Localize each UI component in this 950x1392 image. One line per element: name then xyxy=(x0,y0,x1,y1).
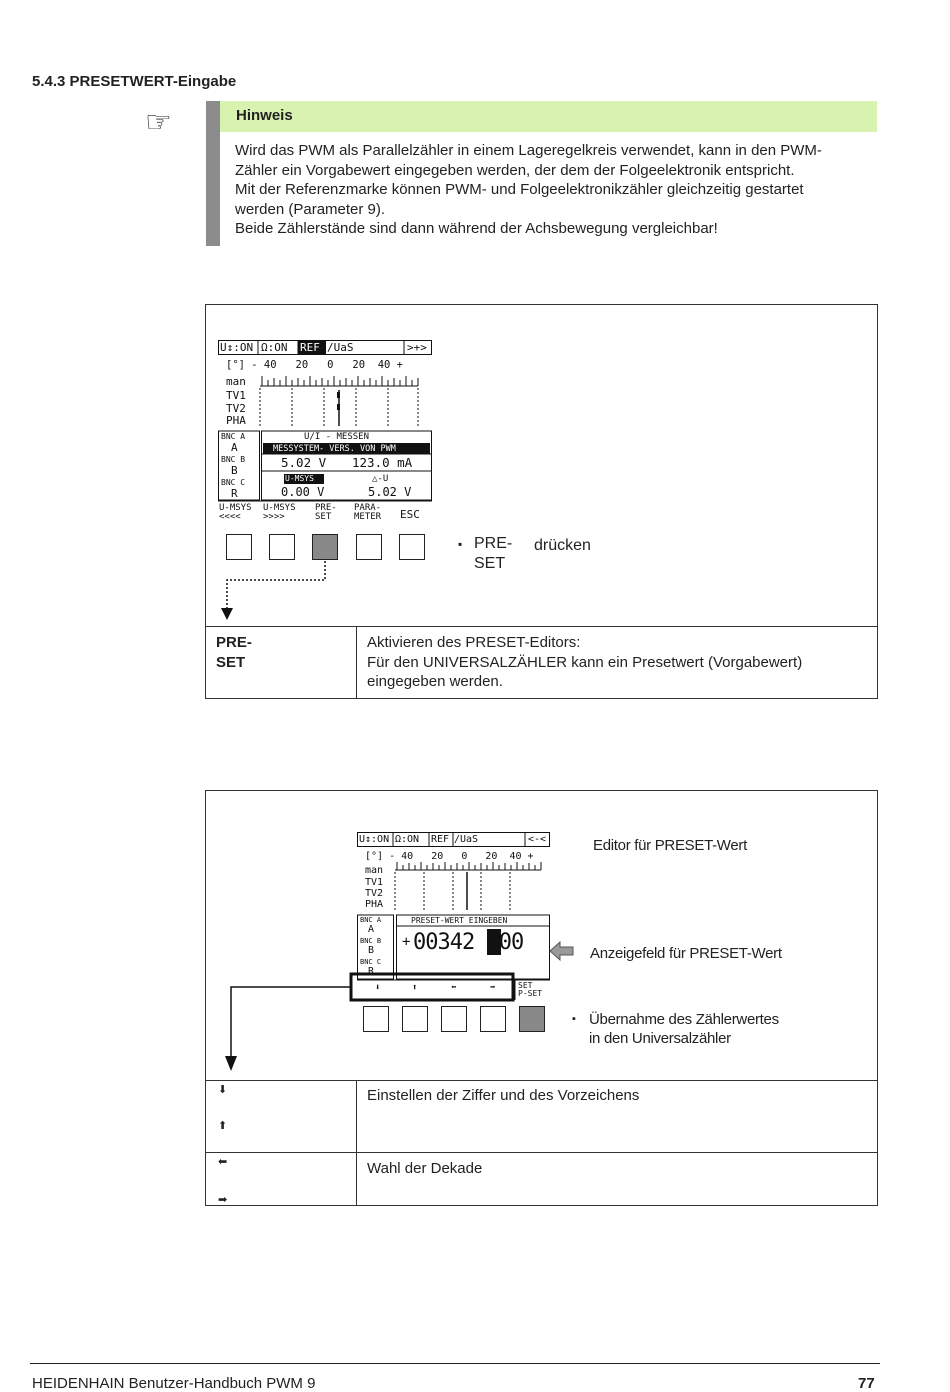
screen2-tab-uas: /UaS xyxy=(454,834,479,845)
hardkey-up[interactable] xyxy=(402,1006,428,1032)
down-arrow-icon: ⬇ xyxy=(218,1084,228,1096)
screen1-title: U/I - MESSEN xyxy=(304,432,370,442)
screen2-bnc-c-val: R xyxy=(368,966,375,977)
note-line: Beide Zählerstände sind dann während der Achsbewegung vergleichbar! xyxy=(235,220,718,237)
screen2-softkey-up: ⬆ xyxy=(412,983,418,993)
screen1-row-tv2: TV2 xyxy=(226,402,246,415)
screen1-val3: 0.00 V xyxy=(281,485,325,499)
screen1-softkey-2: U-MSYS >>>> xyxy=(263,503,296,522)
screen1-bnc-b: BNC B xyxy=(221,455,246,464)
hardkey-preset[interactable] xyxy=(312,534,338,560)
table1-key: PRE- SET xyxy=(216,634,252,671)
hardkey-1[interactable] xyxy=(226,534,252,560)
screen1-val2: 123.0 mA xyxy=(352,455,413,470)
screen2-row-man: man xyxy=(365,865,384,876)
hardkey-right[interactable] xyxy=(480,1006,506,1032)
screen2-tab-ref: REF xyxy=(431,834,450,845)
right-arrow-icon: ➡ xyxy=(218,1194,228,1206)
section-title: 5.4.3 PRESETWERT-Eingabe xyxy=(32,73,237,90)
screen1-row-tv1: TV1 xyxy=(226,389,246,402)
hardkey-5[interactable] xyxy=(399,534,425,560)
annotation-field: Anzeigefeld für PRESET-Wert xyxy=(590,945,782,962)
screen1-bnc-c: BNC C xyxy=(221,478,246,487)
screen1-tab-ohm: Ω:ON xyxy=(261,341,288,354)
screen1-softkey-1: U-MSYS <<<< xyxy=(219,503,252,522)
screen1-tab-ref: REF xyxy=(300,341,320,354)
hardkey-set[interactable] xyxy=(519,1006,545,1032)
screen1-tab-uas: /UaS xyxy=(327,341,354,354)
screen1-softkey-5: ESC xyxy=(400,508,420,521)
screen1-softkey-4: PARA- METER xyxy=(354,503,382,522)
screen2-bnc-a: BNC A xyxy=(360,916,382,924)
instruction-action: drücken xyxy=(534,537,591,554)
screen2-preset-value: 003426000 xyxy=(413,930,524,955)
screen2-bnc-b-val: B xyxy=(368,945,375,956)
screen2-softkey-set: SET P-SET xyxy=(518,981,543,998)
screen1-tab-um: U↕:ON xyxy=(220,341,254,354)
screen2-row-pha: PHA xyxy=(365,899,384,910)
bullet: ▪ xyxy=(458,537,463,551)
pointer-arrow xyxy=(549,940,575,962)
table2-row1-desc: Einstellen der Ziffer und des Vorzeichens xyxy=(367,1087,640,1104)
table1-desc: Aktivieren des PRESET-Editors: Für den UNIVERSALZÄHLER kann ein Presetwert (Vorgabewert) eingegeben werden. xyxy=(367,634,803,690)
table2-row2-desc: Wahl der Dekade xyxy=(367,1160,483,1177)
screen2-scale: [°] - 40 20 0 20 40 + xyxy=(365,851,534,862)
screen2-row-tv2: TV2 xyxy=(365,888,384,899)
note-sidebar xyxy=(206,101,220,246)
screen2-row-tv1: TV1 xyxy=(365,877,384,888)
screen1-row-man: man xyxy=(226,375,246,388)
screen1-val4: 5.02 V xyxy=(368,485,412,499)
screen1-label-umsys: U-MSYS xyxy=(285,474,314,483)
left-arrow-icon: ⬅ xyxy=(218,1156,228,1168)
screen1-bnc-a: BNC A xyxy=(221,432,246,441)
screen1-scale: [°] - 40 20 0 20 40 + xyxy=(226,359,404,371)
screen2-title: PRESET-WERT EINGEBEN xyxy=(411,916,508,925)
screen1-bnc-a-val: A xyxy=(231,441,238,454)
note-line: Zähler ein Vorgabewert eingegeben werden, der dem der Folgeelektronik entspricht. xyxy=(235,161,795,179)
footer-title: HEIDENHAIN Benutzer-Handbuch PWM 9 xyxy=(32,1375,316,1392)
note-header xyxy=(220,101,877,132)
screen2-sign: + xyxy=(402,934,411,950)
footer-divider xyxy=(30,1363,880,1364)
hardkey-2[interactable] xyxy=(269,534,295,560)
device-screen-1 xyxy=(218,340,432,525)
note-line: werden (Parameter 9). xyxy=(235,200,386,218)
dotted-arrow xyxy=(218,560,338,622)
screen2-softkey-left: ⬅ xyxy=(451,983,457,993)
bullet: ▪ xyxy=(572,1013,576,1025)
screen1-label-delta: △-U xyxy=(372,474,389,484)
up-arrow-icon: ⬆ xyxy=(218,1120,228,1132)
screen1-row-pha: PHA xyxy=(226,414,246,427)
hardkey-down[interactable] xyxy=(363,1006,389,1032)
screen1-tab-arrow: >+> xyxy=(407,341,427,354)
screen2-bnc-c: BNC C xyxy=(360,958,382,966)
annotation-editor: Editor für PRESET-Wert xyxy=(593,837,747,854)
screen1-val1: 5.02 V xyxy=(281,455,327,470)
note-line: Wird das PWM als Parallelzähler in einem Lageregelkreis verwendet, kann in den PWM- xyxy=(235,142,822,159)
screen2-bnc-b: BNC B xyxy=(360,937,382,945)
screen1-bnc-c-val: R xyxy=(231,487,238,500)
annotation-transfer: Übernahme des Zählerwertes in den Universalzähler xyxy=(589,1011,779,1047)
screen1-softkey-3: PRE- SET xyxy=(315,503,337,522)
note-line: Mit der Referenzmarke können PWM- und Folgeelektronikzähler gleichzeitig gestartet xyxy=(235,181,804,198)
screen1-highlight: MESSYSTEM- VERS. VON PWM xyxy=(273,444,396,454)
pointing-hand-icon: ☞ xyxy=(145,106,172,139)
screen2-softkey-down: ⬇ xyxy=(375,983,381,993)
note-body xyxy=(235,141,875,239)
screen2-softkey-right: ➡ xyxy=(490,983,496,993)
screen2-tab-um: U↕:ON xyxy=(359,834,390,845)
page-number: 77 xyxy=(858,1375,875,1392)
screen2-tab-arrow: <-< xyxy=(528,834,547,845)
note-heading: Hinweis xyxy=(236,107,293,124)
hardkey-left[interactable] xyxy=(441,1006,467,1032)
screen1-bnc-b-val: B xyxy=(231,464,238,477)
instruction-key: PRE- SET xyxy=(474,535,513,572)
screen2-bnc-a-val: A xyxy=(368,924,375,935)
hardkey-4[interactable] xyxy=(356,534,382,560)
screen2-tab-ohm: Ω:ON xyxy=(395,834,420,845)
